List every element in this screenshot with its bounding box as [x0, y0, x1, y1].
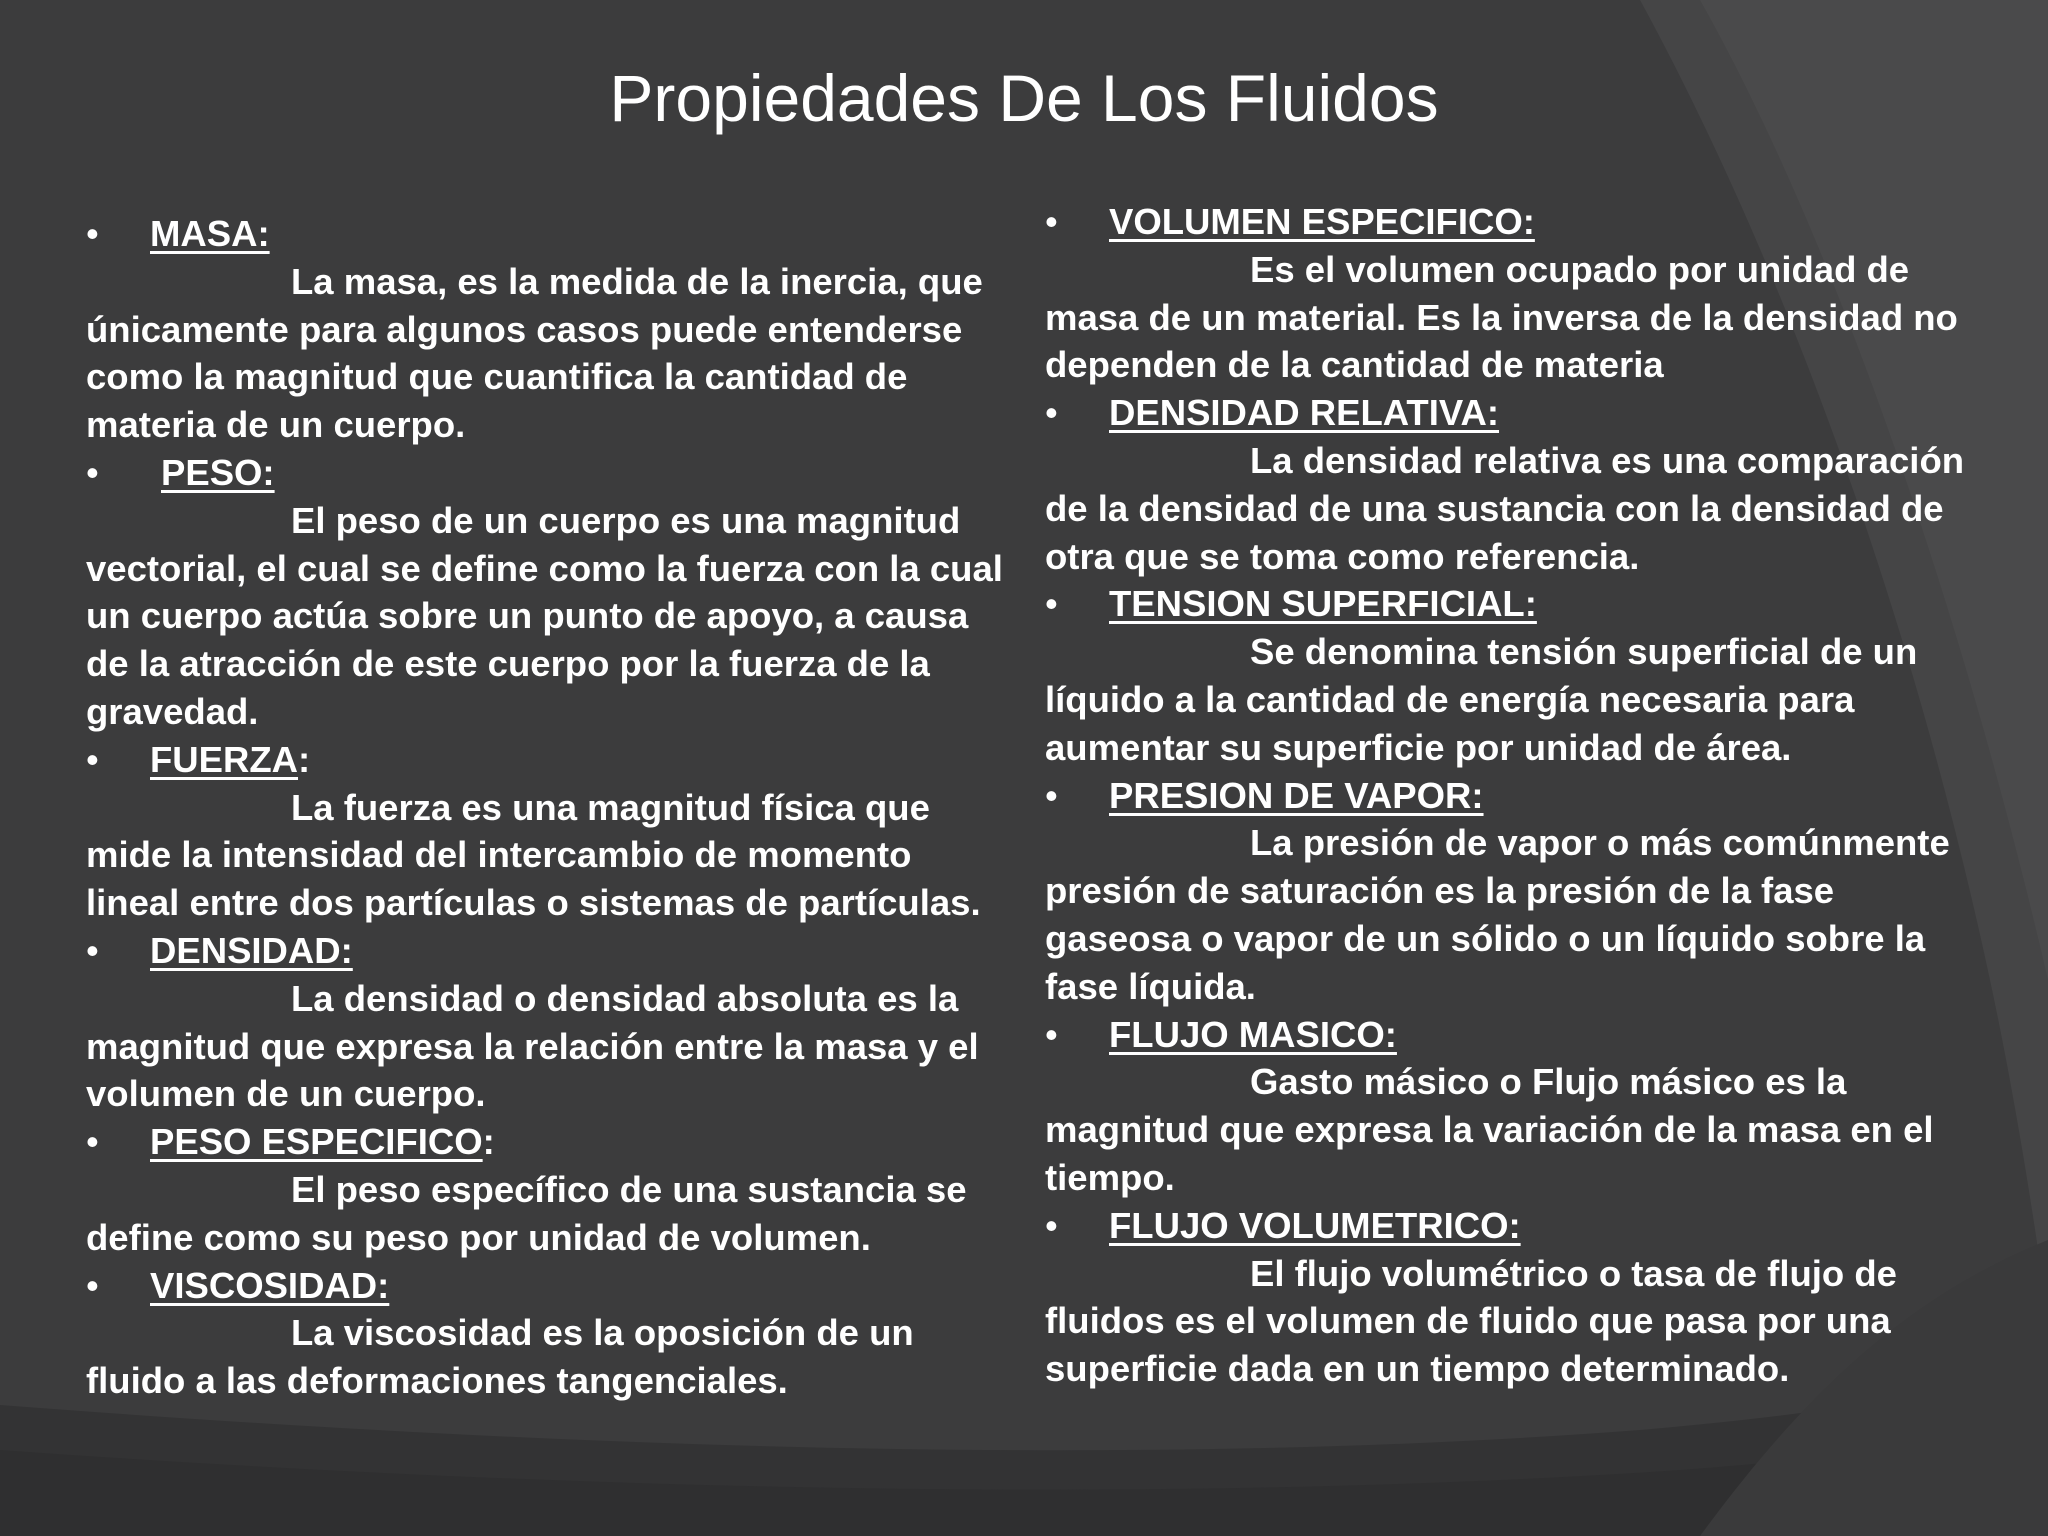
- term-description: La presión de vapor o más comúnmente presión de saturación es la presión de la fase gaseosa o vapor de un sólido o un líquido sobre la fase líquida.: [1045, 822, 1950, 1007]
- term-label: VOLUMEN ESPECIFICO:: [1109, 201, 1535, 242]
- term-description: La masa, es la medida de la inercia, que únicamente para algunos casos puede entenderse como la magnitud que cuantifica la cantidad de materia de un cuerpo.: [86, 260, 983, 446]
- list-item-head: [1045, 1011, 1980, 1059]
- bullet: •: [86, 929, 99, 971]
- slide-title: Propiedades De Los Fluidos: [609, 61, 1439, 135]
- list-item-head: [1045, 580, 1980, 628]
- bullet: •: [1045, 392, 1058, 434]
- term-description: La fuerza es una magnitud física que mide la intensidad del intercambio de momento lineal entre dos partículas o sistemas de partículas.: [86, 786, 981, 924]
- bullet: •: [1045, 583, 1058, 625]
- bullet: •: [86, 1121, 99, 1163]
- list-item-flujo-volumetrico: [1045, 1202, 1980, 1393]
- list-item-head: [1045, 389, 1980, 437]
- term-label: FLUJO MASICO:: [1109, 1013, 1397, 1055]
- term-suffix: :: [482, 1121, 495, 1163]
- term-description: Se denomina tensión superficial de un líquido a la cantidad de energía necesaria para aumentar su superficie por unidad de área.: [1045, 631, 1918, 768]
- list-item-head: [86, 449, 1006, 497]
- term-description: El peso específico de una sustancia se define como su peso por unidad de volumen.: [86, 1168, 967, 1258]
- bullet: •: [1045, 1013, 1058, 1055]
- bullet: •: [86, 451, 99, 493]
- bullet: •: [86, 738, 99, 780]
- list-item-flujo-masico: [1045, 1011, 1980, 1202]
- term-description: La viscosidad es la oposición de un fluido a las deformaciones tangenciales.: [86, 1312, 914, 1402]
- term-label: DENSIDAD RELATIVA:: [1109, 392, 1500, 434]
- term-label: DENSIDAD:: [150, 929, 353, 971]
- bullet: •: [86, 1264, 99, 1306]
- right-column: [1045, 198, 1980, 1393]
- list-item-masa: [86, 210, 1006, 449]
- list-item-tension-superficial: [1045, 580, 1980, 771]
- term-label: FLUJO VOLUMETRICO:: [1109, 1204, 1521, 1246]
- term-label: PRESION DE VAPOR:: [1109, 774, 1484, 816]
- list-item-viscosidad: [86, 1262, 1006, 1405]
- term-description: El peso de un cuerpo es una magnitud vectorial, el cual se define como la fuerza con la cual un cuerpo actúa sobre un punto de apoyo, a causa de la atracción de este cuerpo por la fuerza de la gravedad.: [86, 499, 1003, 732]
- bullet: •: [1045, 774, 1058, 816]
- term-label: TENSION SUPERFICIAL:: [1109, 583, 1537, 625]
- bullet: •: [86, 213, 99, 254]
- list-item-head: [86, 736, 1006, 784]
- term-label: PESO ESPECIFICO: [150, 1121, 483, 1163]
- term-label: PESO:: [161, 451, 275, 493]
- list-item-densidad-relativa: [1045, 389, 1980, 580]
- term-label: MASA:: [150, 213, 270, 254]
- list-item-presion-de-vapor: [1045, 772, 1980, 1011]
- list-item-peso: [86, 449, 1006, 736]
- term-description: Gasto másico o Flujo másico es la magnitud que expresa la variación de la masa en el tiempo.: [1045, 1061, 1934, 1198]
- list-item-head: [86, 1118, 1006, 1166]
- list-item-volumen-especifico: [1045, 198, 1980, 389]
- list-item-densidad: [86, 927, 1006, 1118]
- bullet: •: [1045, 201, 1058, 242]
- list-item-head: [86, 927, 1006, 975]
- term-suffix: :: [298, 738, 311, 780]
- term-description: La densidad relativa es una comparación de la densidad de una sustancia con la densidad de otra que se toma como referencia.: [1045, 439, 1965, 577]
- left-column: [86, 210, 1006, 1405]
- bullet: •: [1045, 1204, 1058, 1246]
- list-item-head: [86, 210, 1006, 258]
- list-item-fuerza: [86, 736, 1006, 927]
- list-item-head: [1045, 198, 1980, 246]
- list-item-peso-especifico: [86, 1118, 1006, 1261]
- list-item-head: [86, 1262, 1006, 1310]
- list-item-head: [1045, 772, 1980, 820]
- term-label: FUERZA: [150, 738, 299, 780]
- term-description: La densidad o densidad absoluta es la magnitud que expresa la relación entre la masa y el volumen de un cuerpo.: [86, 977, 979, 1115]
- term-label: VISCOSIDAD:: [150, 1264, 390, 1306]
- list-item-head: [1045, 1202, 1980, 1250]
- term-description: Es el volumen ocupado por unidad de masa de un material. Es la inversa de la densidad no dependen de la cantidad de materia: [1045, 248, 1958, 386]
- term-description: El flujo volumétrico o tasa de flujo de fluidos es el volumen de fluido que pasa por una superficie dada en un tiempo determinado.: [1045, 1252, 1897, 1390]
